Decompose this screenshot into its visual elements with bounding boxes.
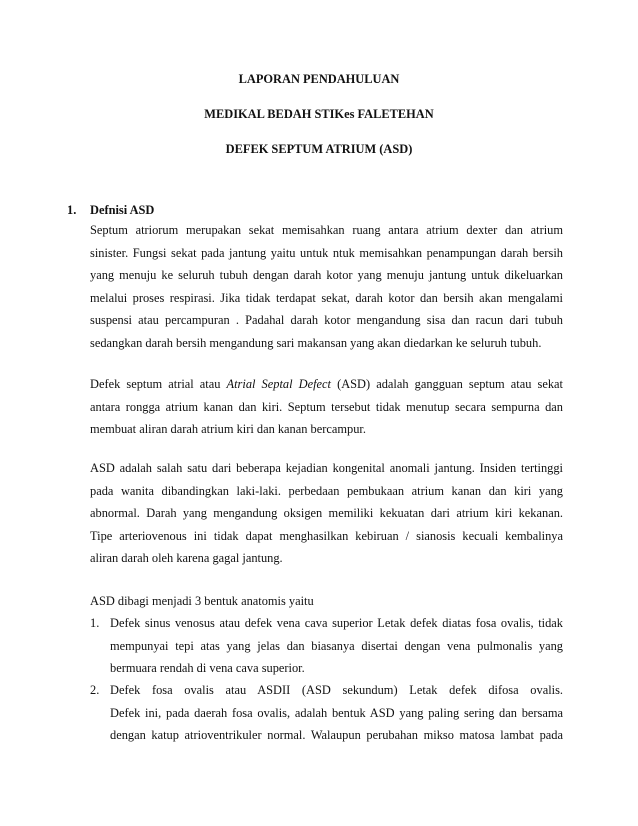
paragraph-line: antara rongga atrium kanan dan kiri. Septum tersebut tidak menutup secara sempurna dan — [90, 399, 563, 414]
paragraph-1 — [90, 219, 563, 355]
list-item-line: Defek fosa ovalis atau ASDII (ASD sekundum) Letak defek difosa ovalis. — [110, 683, 563, 697]
list-item-body — [110, 612, 563, 680]
paragraph-4-intro — [90, 590, 563, 613]
section-number: 1. — [67, 203, 77, 217]
paragraph-line: yang menuju ke seluruh tubuh dengan darah kotor yang menuju jantung untuk dikeluarkan — [90, 268, 563, 283]
paragraph-line: Septum atriorum merupakan sekat memisahkan ruang antara atrium dexter dan atrium — [90, 223, 563, 237]
section-title: Defnisi ASD — [90, 203, 155, 217]
paragraph-line: Tipe arteriovenous ini tidak dapat menghasilkan kebiruan / sianosis kecuali kembalinya — [90, 528, 563, 543]
list-item-line: Defek sinus venosus atau defek vena cava superior Letak defek diatas fosa ovalis, tidak — [110, 616, 563, 630]
list-marker: 2. — [90, 683, 100, 697]
list-item-line: dengan katup atrioventrikuler normal. Walaupun perubahan mikso matosa lambat pada — [110, 728, 563, 743]
paragraph-line: suspensi atau percampuran . Padahal darah kotor mengandung sisa dan racun dari tubuh — [90, 313, 563, 328]
paragraph-line: abnormal. Darah yang mengandung oksigen memiliki kekuatan dari atrium kiri kekanan. — [90, 506, 563, 521]
text-segment: (ASD) adalah gangguan septum atau sekat — [330, 377, 563, 391]
list-item-body — [110, 679, 563, 747]
document-title-line-2: MEDIKAL BEDAH STIKes FALETEHAN — [204, 107, 434, 121]
list-item-line: bermuara rendah di vena cava superior. — [110, 661, 305, 676]
document-title-line-3: DEFEK SEPTUM ATRIUM (ASD) — [225, 142, 413, 156]
paragraph-2 — [90, 373, 563, 441]
paragraph-3 — [90, 457, 563, 570]
paragraph-line: ASD dibagi menjadi 3 bentuk anatomis yaitu — [90, 594, 314, 608]
list-item-line: mempunyai tepi atas yang jelas dan biasanya disertai dengan vena pulmonalis yang — [110, 638, 563, 653]
paragraph-line: melalui proses respirasi. Jika tidak terdapat sekat, darah kotor dan bersih akan mengalami — [90, 290, 563, 305]
text-segment: Defek septum atrial atau — [90, 377, 227, 391]
paragraph-line: sinister. Fungsi sekat pada jantung yaitu untuk ntuk memisahkan penampungan darah bersih — [90, 245, 563, 260]
paragraph-line: sedangkan darah bersih mengandung sari makansan yang akan diedarkan ke seluruh tubuh. — [90, 335, 542, 350]
list-item-line: Defek ini, pada daerah fosa ovalis, adalah bentuk ASD yang paling sering dan bersama — [110, 705, 563, 720]
paragraph-line: aliran darah oleh karena gagal jantung. — [90, 551, 283, 566]
section-heading — [67, 203, 154, 218]
list-marker: 1. — [90, 616, 100, 630]
emphasis-term: Atrial Septal Defect — [226, 377, 331, 391]
paragraph-line: membuat aliran darah atrium kiri dan kanan bercampur. — [90, 422, 366, 437]
paragraph-line — [90, 373, 563, 396]
document-title-line-1: LAPORAN PENDAHULUAN — [238, 72, 400, 86]
paragraph-line: pada wanita dibandingkan laki-laki. perbedaan pembukaan atrium kanan dan kiri yang — [90, 483, 563, 498]
paragraph-line: ASD adalah salah satu dari beberapa kejadian kongenital anomali jantung. Insiden tertinggi — [90, 461, 563, 475]
